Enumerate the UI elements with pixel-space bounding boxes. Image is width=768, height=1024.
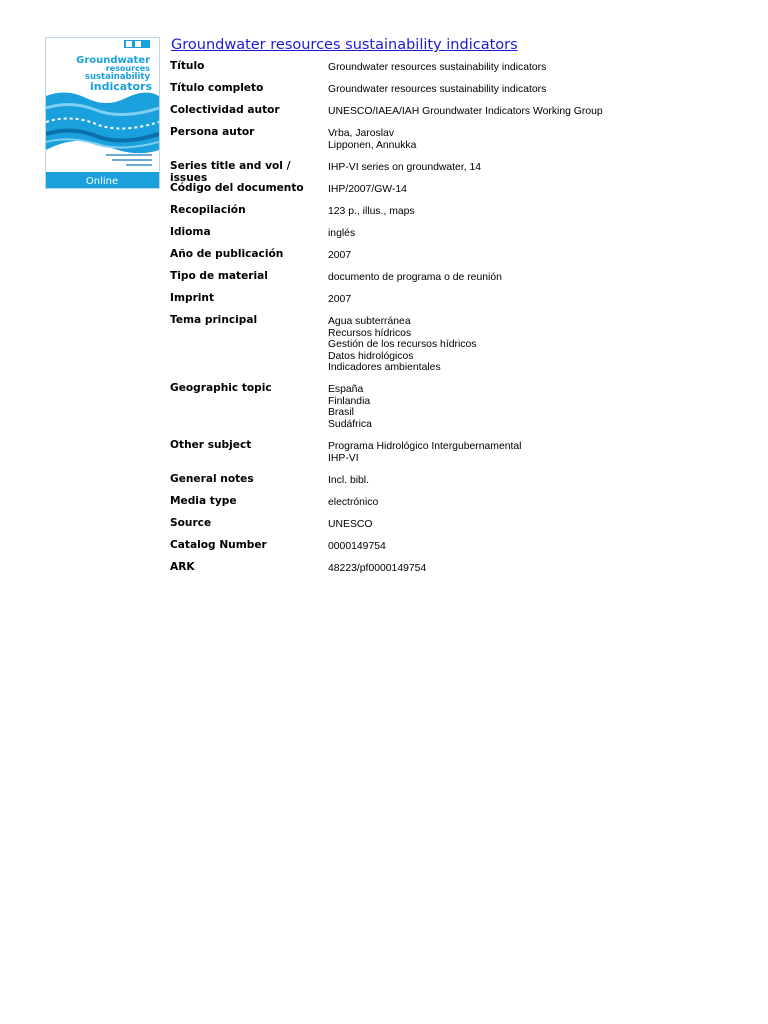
metadata-row bbox=[170, 224, 730, 246]
field-label: Persona autor bbox=[170, 126, 255, 138]
field-label: Tema principal bbox=[170, 314, 258, 326]
field-values bbox=[328, 471, 369, 487]
field-value: documento de programa o de reunión bbox=[328, 272, 502, 283]
field-value: Gestión de los recursos hídricos bbox=[328, 339, 477, 350]
field-values bbox=[328, 180, 407, 196]
field-value: 2007 bbox=[328, 294, 352, 305]
field-label: Geographic topic bbox=[170, 382, 272, 394]
metadata-row bbox=[170, 559, 730, 581]
field-label: ARK bbox=[170, 561, 195, 573]
field-value: UNESCO bbox=[328, 519, 373, 530]
metadata-row bbox=[170, 312, 730, 380]
field-value: Recursos hídricos bbox=[328, 327, 412, 339]
field-value: 123 p., illus., maps bbox=[328, 206, 415, 217]
metadata-row bbox=[170, 380, 730, 437]
field-value: IHP-VI series on groundwater, 14 bbox=[328, 162, 482, 173]
field-value: inglés bbox=[328, 228, 356, 239]
field-value: UNESCO/IAEA/IAH Groundwater Indicators Working Group bbox=[328, 106, 603, 117]
metadata-row bbox=[170, 537, 730, 559]
cover-title-line: resources bbox=[105, 64, 150, 73]
field-label: Other subject bbox=[170, 439, 252, 451]
field-values bbox=[328, 58, 546, 74]
cover-title-line: indicators bbox=[90, 80, 152, 93]
field-value: 48223/pf0000149754 bbox=[328, 563, 427, 574]
field-label: Tipo de material bbox=[170, 270, 268, 282]
field-label: Año de publicación bbox=[170, 248, 284, 260]
metadata-row bbox=[170, 80, 730, 102]
field-value: 0000149754 bbox=[328, 541, 386, 552]
field-label: Series title and vol / issues bbox=[170, 160, 291, 184]
field-values bbox=[328, 437, 522, 464]
metadata-row bbox=[170, 180, 730, 202]
metadata-row bbox=[170, 515, 730, 537]
field-value: Brasil bbox=[328, 407, 354, 418]
field-values bbox=[328, 537, 386, 553]
cover-title-line: Groundwater bbox=[76, 55, 150, 66]
metadata-row bbox=[170, 493, 730, 515]
metadata-row bbox=[170, 58, 730, 80]
metadata-row bbox=[170, 437, 730, 471]
metadata-row bbox=[170, 471, 730, 493]
field-label: General notes bbox=[170, 473, 254, 485]
field-value: 2007 bbox=[328, 250, 352, 261]
field-value: IHP/2007/GW-14 bbox=[328, 184, 407, 195]
field-label: Título completo bbox=[170, 82, 264, 94]
field-label: Título bbox=[170, 60, 205, 72]
field-label: Source bbox=[170, 517, 212, 529]
field-values bbox=[328, 80, 546, 96]
field-values bbox=[328, 246, 351, 262]
field-value: Groundwater resources sustainability indicators bbox=[328, 62, 547, 73]
field-values bbox=[328, 515, 372, 531]
field-values bbox=[328, 290, 351, 306]
metadata-table bbox=[170, 58, 730, 581]
field-values bbox=[328, 268, 502, 284]
field-value: electrónico bbox=[328, 497, 379, 508]
field-values bbox=[328, 559, 426, 575]
field-value: Sudáfrica bbox=[328, 418, 372, 430]
field-values bbox=[328, 312, 476, 374]
metadata-row bbox=[170, 246, 730, 268]
field-label: Catalog Number bbox=[170, 539, 267, 551]
field-values bbox=[328, 158, 481, 174]
metadata-row bbox=[170, 124, 730, 158]
field-value: Vrba, Jaroslav bbox=[328, 128, 395, 139]
field-value: Finlandia bbox=[328, 395, 371, 407]
field-label: Recopilación bbox=[170, 204, 246, 216]
metadata-row bbox=[170, 202, 730, 224]
field-value: IHP-VI bbox=[328, 452, 359, 464]
field-value: Agua subterránea bbox=[328, 316, 411, 327]
metadata-row bbox=[170, 102, 730, 124]
cover-image bbox=[46, 38, 159, 188]
field-value: Lipponen, Annukka bbox=[328, 139, 417, 151]
record-title-link[interactable]: Groundwater resources sustainability indicators bbox=[171, 37, 518, 53]
field-value: Programa Hidrológico Intergubernamental bbox=[328, 441, 522, 452]
online-badge: Online bbox=[85, 176, 119, 187]
field-label: Imprint bbox=[170, 292, 215, 304]
field-label: Código del documento bbox=[170, 182, 304, 194]
field-label: Idioma bbox=[170, 226, 211, 238]
metadata-row bbox=[170, 290, 730, 312]
metadata-row bbox=[170, 268, 730, 290]
field-values bbox=[328, 202, 415, 218]
field-label: Colectividad autor bbox=[170, 104, 280, 116]
field-values bbox=[328, 102, 603, 118]
cover-title-line: sustainability bbox=[84, 72, 150, 82]
field-value: Indicadores ambientales bbox=[328, 362, 441, 373]
field-values bbox=[328, 124, 416, 151]
field-values bbox=[328, 224, 355, 240]
cover-thumbnail[interactable] bbox=[45, 37, 160, 189]
field-value: Datos hidrológicos bbox=[328, 350, 414, 362]
field-value: España bbox=[328, 384, 364, 395]
field-label: Media type bbox=[170, 495, 237, 507]
field-values bbox=[328, 380, 372, 430]
field-value: Incl. bibl. bbox=[328, 475, 370, 486]
field-value: Groundwater resources sustainability indicators bbox=[328, 84, 547, 95]
metadata-row bbox=[170, 158, 730, 184]
field-values bbox=[328, 493, 378, 509]
